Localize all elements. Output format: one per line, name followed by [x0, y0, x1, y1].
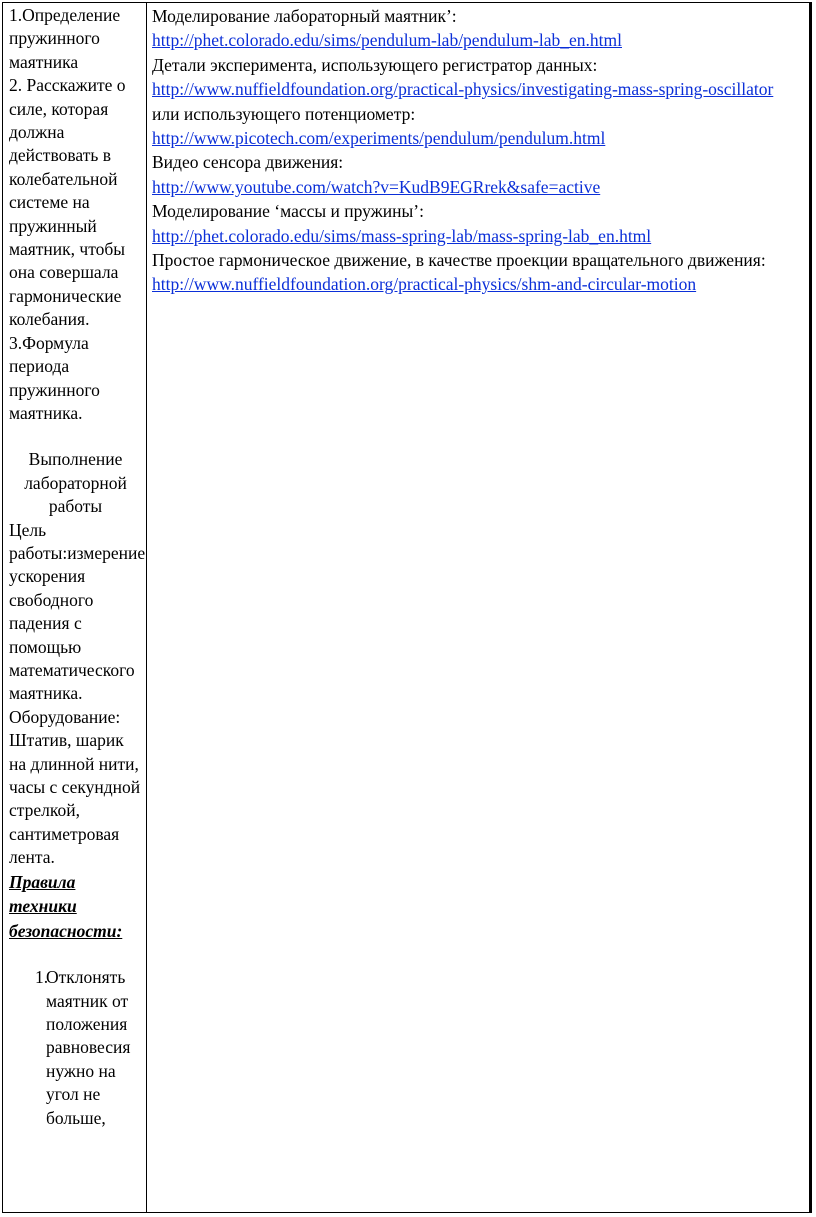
resource-caption: Моделирование лабораторный маятник’:	[152, 6, 457, 26]
resource-caption: Моделирование ‘массы и пружины’:	[152, 201, 424, 222]
table-right-border	[809, 3, 811, 1212]
safety-heading: Правила техники безопасности:	[9, 871, 123, 941]
question-2: 2. Расскажите о силе, которая должна действовать в колебательной системе на пружинный маятник, чтобы она совершала гармонические колебания.	[9, 75, 126, 330]
column-divider	[146, 3, 147, 1212]
resource-link[interactable]: http://www.nuffieldfoundation.org/practical-physics/investigating-mass-spring-oscillator	[152, 79, 774, 100]
lab-heading: Выполнение лабораторной работы	[24, 449, 127, 517]
lab-goal: Цель работы:измерение ускорения свободного падения с помощью математического маятника.	[9, 519, 146, 704]
resource-caption: или использующего потенциометр:	[152, 103, 416, 124]
list-item-text: Отклонять маятник от положения равновесия нужно на угол не больше,	[46, 967, 131, 1128]
resource-caption: Простое гармоническое движение, в качестве проекции вращательного движения:	[152, 250, 766, 271]
resource-caption: Видео сенсора движения:	[152, 152, 344, 173]
resource-link[interactable]: http://phet.colorado.edu/sims/mass-spring-lab/mass-spring-lab_en.html	[152, 225, 652, 246]
document-table	[2, 2, 812, 1213]
left-cell	[9, 4, 146, 1130]
resource-link[interactable]: http://www.picotech.com/experiments/pendulum/pendulum.html	[152, 128, 606, 149]
question-1: 1.Определение пружинного маятника	[9, 5, 121, 72]
resource-link[interactable]: http://www.youtube.com/watch?v=KudB9EGRrek&safe=active	[152, 176, 601, 197]
right-cell	[152, 4, 802, 297]
lab-equipment: Оборудование: Штатив, шарик на длинной нити, часы с секундной стрелкой, сантиметровая лента.	[9, 706, 141, 868]
resource-link[interactable]: http://www.nuffieldfoundation.org/practical-physics/shm-and-circular-motion	[152, 274, 697, 295]
resource-link[interactable]: http://phet.colorado.edu/sims/pendulum-lab/pendulum-lab_en.html	[152, 30, 622, 51]
spacer	[9, 943, 142, 966]
list-item-number: 1.	[35, 967, 49, 988]
spacer	[9, 425, 142, 448]
list-item	[9, 966, 139, 1130]
resource-caption: Детали эксперимента, использующего регистратор данных:	[152, 54, 598, 75]
safety-rules-list	[9, 966, 142, 1130]
question-3: 3.Формула периода пружинного маятника.	[9, 332, 100, 423]
